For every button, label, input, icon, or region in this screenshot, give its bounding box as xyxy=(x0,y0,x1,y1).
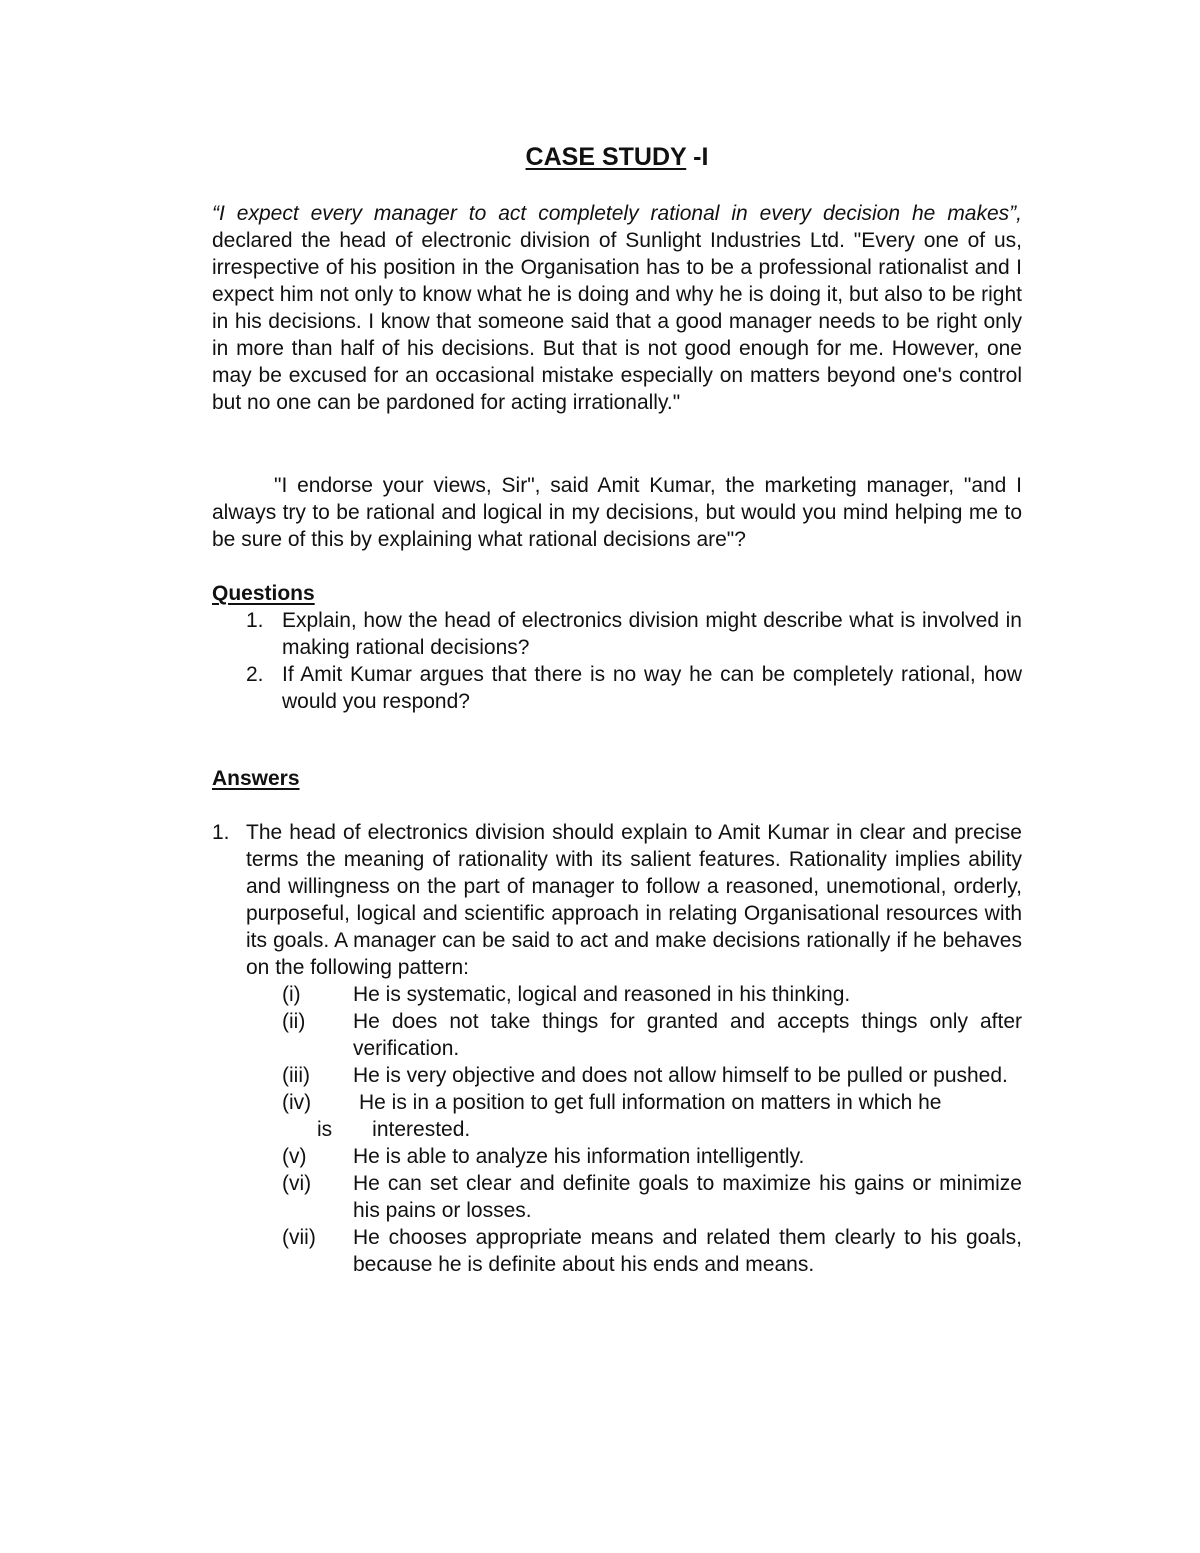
title-main: CASE STUDY xyxy=(525,143,687,171)
answer-point xyxy=(282,1170,1022,1224)
answers-heading: Answers xyxy=(212,767,300,790)
answer-point xyxy=(282,1062,1022,1089)
question-number: 1. xyxy=(246,609,264,632)
answer-points xyxy=(282,981,1022,1278)
point-number: (vii) xyxy=(282,1226,316,1249)
answer-point xyxy=(282,1008,1022,1062)
point-cont-a: is xyxy=(317,1118,333,1141)
point-number: (iv) xyxy=(282,1091,312,1114)
point-text: He does not take things for granted and accepts things only after verification. xyxy=(353,1010,1022,1060)
answer-number: 1. xyxy=(212,821,230,844)
question-item xyxy=(246,607,1022,661)
answer-point xyxy=(282,1089,1022,1143)
intro-text: declared the head of electronic division of Sunlight Industries Ltd. "Every one of us, irrespective of his position in the Organisation has to be a professional rationalist and I expect him not only to know what he is doing and why he is doing it, but also to be right in his decisions. I know that someone said that a good manager needs to be right only in more than half of his decisions. But that is not good enough for me. However, one may be excused for an occasional mistake especially on matters beyond one's control but no one can be pardoned for acting irrationally." xyxy=(212,229,1022,414)
point-continuation xyxy=(317,1116,1022,1143)
questions-heading: Questions xyxy=(212,582,315,605)
point-text: He is in a position to get full information on matters in which he xyxy=(359,1091,942,1114)
point-number: (ii) xyxy=(282,1010,306,1033)
question-item xyxy=(246,661,1022,715)
questions-list xyxy=(246,607,1022,715)
page-title xyxy=(212,142,1022,172)
response-paragraph: "I endorse your views, Sir", said Amit Kumar, the marketing manager, "and I always try to be rational and logical in my decisions, but would you mind helping me to be sure of this by explaining what rational decisions are"? xyxy=(212,474,1022,551)
point-number: (v) xyxy=(282,1145,307,1168)
point-number: (iii) xyxy=(282,1064,310,1087)
point-number: (i) xyxy=(282,983,301,1006)
point-text: He is able to analyze his information intelligently. xyxy=(353,1145,805,1168)
point-text: He chooses appropriate means and related them clearly to his goals, because he is definite about his ends and means. xyxy=(353,1226,1022,1276)
answer-point xyxy=(282,1143,1022,1170)
question-text: If Amit Kumar argues that there is no way he can be completely rational, how would you respond? xyxy=(282,663,1022,713)
answer-point xyxy=(282,981,1022,1008)
title-suffix: -I xyxy=(686,143,709,171)
point-cont-b: interested. xyxy=(372,1118,471,1141)
point-text: He can set clear and definite goals to maximize his gains or minimize his pains or losses. xyxy=(353,1172,1022,1222)
answer-point xyxy=(282,1224,1022,1278)
question-text: Explain, how the head of electronics division might describe what is involved in making rational decisions? xyxy=(282,609,1022,659)
answer-text: The head of electronics division should explain to Amit Kumar in clear and precise terms the meaning of rationality with its salient features. Rationality implies ability and willingness on the part of manager to follow a reasoned, unemotional, orderly, purposeful, logical and scientific approach in relating Organisational resources with its goals. A manager can be said to act and make decisions rationally if he behaves on the following pattern: xyxy=(246,821,1022,979)
question-number: 2. xyxy=(246,663,264,686)
answer-item xyxy=(212,819,1022,1278)
point-text: He is very objective and does not allow himself to be pulled or pushed. xyxy=(353,1064,1008,1087)
point-text: He is systematic, logical and reasoned in his thinking. xyxy=(353,983,851,1006)
intro-quote: “I expect every manager to act completely rational in every decision he makes”, xyxy=(212,202,1022,225)
point-number: (vi) xyxy=(282,1172,312,1195)
intro-paragraph xyxy=(212,200,1022,416)
answers-list xyxy=(212,819,1022,1278)
